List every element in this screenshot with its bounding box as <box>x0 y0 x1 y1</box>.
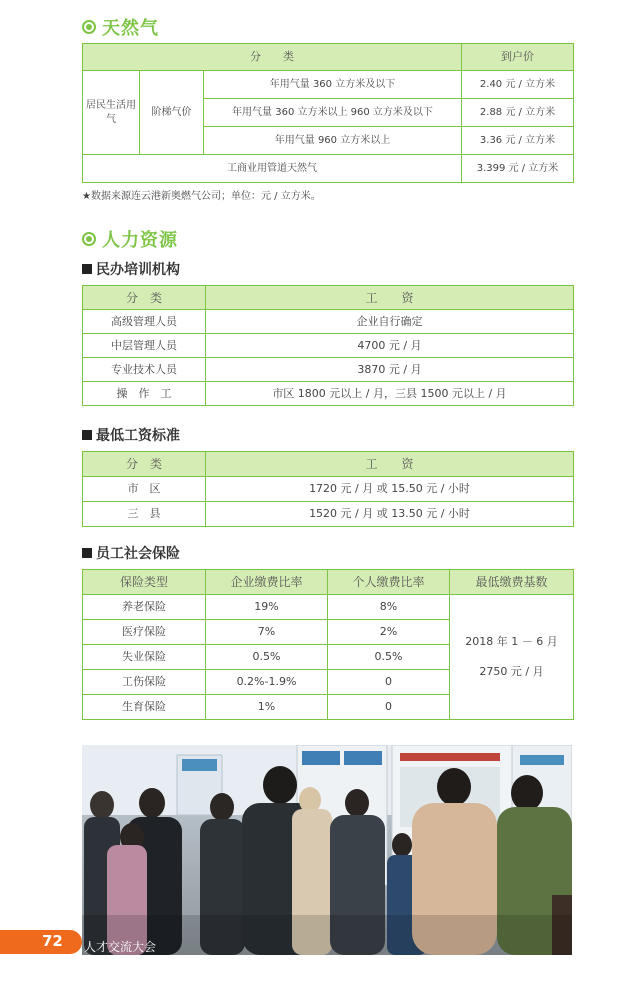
gas-tier-price: 2.40 元 / 立方米 <box>462 71 574 99</box>
gas-tier-desc: 年用气量 960 立方米以上 <box>204 127 462 155</box>
insurance-base-period: 2018 年 1 － 6 月 <box>465 635 558 648</box>
insurance-personal-rate: 2% <box>328 620 450 645</box>
insurance-header-base: 最低缴费基数 <box>450 570 574 595</box>
subtitle-min-wage <box>82 425 180 445</box>
min-wage-table <box>82 451 574 527</box>
gas-footnote: ★数据来源连云港新奥燃气公司；单位：元 / 立方米。 <box>82 191 321 202</box>
min-wage-category: 市 区 <box>83 477 206 502</box>
min-wage-salary: 1520 元 / 月 或 13.50 元 / 小时 <box>206 502 574 527</box>
social-insurance-table <box>82 569 574 720</box>
subtitle-min-wage-text: 最低工资标准 <box>96 428 180 444</box>
square-bullet-icon <box>82 430 92 440</box>
section-title-gas <box>82 14 159 40</box>
training-category: 高级管理人员 <box>83 310 206 334</box>
subtitle-training-text: 民办培训机构 <box>96 262 180 278</box>
min-wage-header-salary: 工 资 <box>206 452 574 477</box>
insurance-type: 工伤保险 <box>83 670 206 695</box>
training-salary: 4700 元 / 月 <box>206 334 574 358</box>
gas-tier-price: 3.36 元 / 立方米 <box>462 127 574 155</box>
insurance-personal-rate: 8% <box>328 595 450 620</box>
square-bullet-icon <box>82 264 92 274</box>
subtitle-insurance <box>82 543 180 563</box>
circle-bullet-icon <box>82 20 96 34</box>
insurance-header-company: 企业缴费比率 <box>206 570 328 595</box>
min-wage-header-category: 分 类 <box>83 452 206 477</box>
subtitle-insurance-text: 员工社会保险 <box>96 546 180 562</box>
circle-bullet-icon <box>82 232 96 246</box>
insurance-company-rate: 0.5% <box>206 645 328 670</box>
gas-tier-desc: 年用气量 360 立方米以上 960 立方米及以下 <box>204 99 462 127</box>
insurance-company-rate: 0.2%-1.9% <box>206 670 328 695</box>
insurance-personal-rate: 0 <box>328 695 450 720</box>
training-category: 操 作 工 <box>83 382 206 406</box>
training-header-category: 分 类 <box>83 286 206 310</box>
insurance-type: 养老保险 <box>83 595 206 620</box>
gas-commercial-price: 3.399 元 / 立方米 <box>462 155 574 183</box>
gas-tier-desc: 年用气量 360 立方米及以下 <box>204 71 462 99</box>
insurance-personal-rate: 0 <box>328 670 450 695</box>
training-category: 中层管理人员 <box>83 334 206 358</box>
insurance-personal-rate: 0.5% <box>328 645 450 670</box>
insurance-company-rate: 19% <box>206 595 328 620</box>
min-wage-salary: 1720 元 / 月 或 15.50 元 / 小时 <box>206 477 574 502</box>
insurance-header-type: 保险类型 <box>83 570 206 595</box>
page-number: 72 <box>42 932 63 950</box>
insurance-type: 生育保险 <box>83 695 206 720</box>
insurance-type: 医疗保险 <box>83 620 206 645</box>
page-number-tab <box>0 930 82 954</box>
insurance-type: 失业保险 <box>83 645 206 670</box>
gas-tier-label: 阶梯气价 <box>140 71 204 155</box>
training-category: 专业技术人员 <box>83 358 206 382</box>
section-title-gas-text: 天然气 <box>102 18 159 39</box>
gas-price-table <box>82 43 574 183</box>
gas-header-category: 分 类 <box>83 44 462 71</box>
insurance-header-personal: 个人缴费比率 <box>328 570 450 595</box>
square-bullet-icon <box>82 548 92 558</box>
training-salary: 3870 元 / 月 <box>206 358 574 382</box>
subtitle-training <box>82 259 180 279</box>
section-title-hr-text: 人力资源 <box>102 230 178 251</box>
insurance-base-value: 2750 元 / 月 <box>479 665 544 678</box>
training-salary: 市区 1800 元以上 / 月，三县 1500 元以上 / 月 <box>206 382 574 406</box>
training-salary: 企业自行确定 <box>206 310 574 334</box>
insurance-min-base <box>450 595 574 720</box>
job-fair-photo <box>82 745 572 955</box>
min-wage-category: 三 县 <box>83 502 206 527</box>
gas-header-price: 到户价 <box>462 44 574 71</box>
training-salary-table <box>82 285 574 406</box>
insurance-company-rate: 1% <box>206 695 328 720</box>
gas-commercial-desc: 工商业用管道天然气 <box>83 155 462 183</box>
training-header-salary: 工 资 <box>206 286 574 310</box>
photo-caption: 人才交流大会 <box>84 940 157 954</box>
insurance-company-rate: 7% <box>206 620 328 645</box>
gas-resident-label: 居民生活用气 <box>83 71 140 155</box>
gas-tier-price: 2.88 元 / 立方米 <box>462 99 574 127</box>
section-title-hr <box>82 226 178 252</box>
